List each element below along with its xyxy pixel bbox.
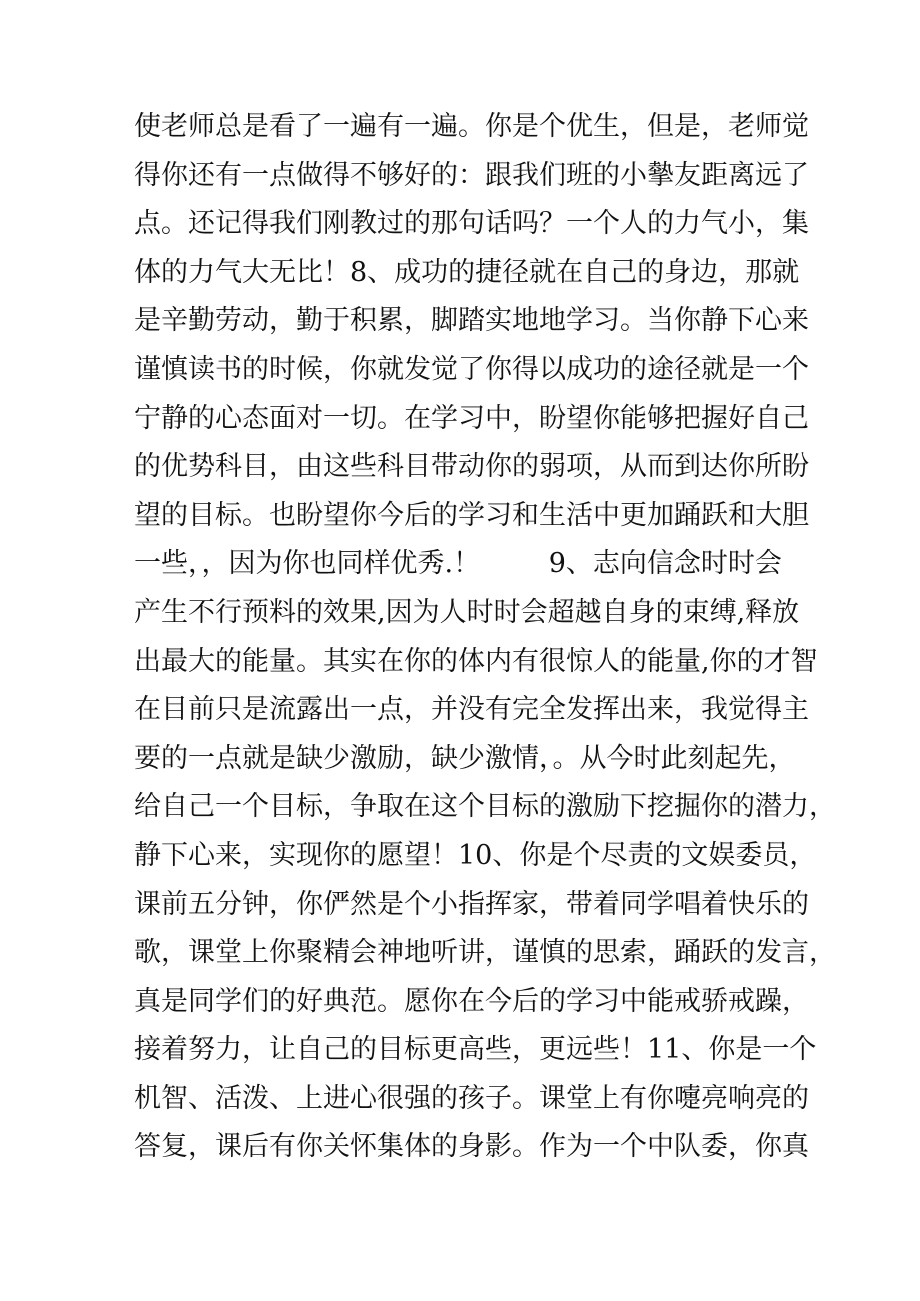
text-line: 答复，课后有你关怀集体的身影。作为一个中队委，你真: [134, 1131, 809, 1163]
text-line: 体的力气大无比！8、成功的捷径就在自己的身边，那就: [134, 256, 800, 288]
text-line: 课前五分钟，你俨然是个小指挥家，带着同学唱着快乐的: [134, 888, 809, 920]
text-line: 一些，，因为你也同样优秀.！ 9、志向信念时时会: [134, 548, 782, 580]
text-line: 机智、活泼、上进心很强的孩子。课堂上有你嚏亮响亮的: [134, 1082, 809, 1114]
text-line: 得你还有一点做得不够好的：跟我们班的小摰友距离远了: [134, 159, 809, 191]
text-line: 真是同学们的好典范。愿你在今后的学习中能戒骄戒躁，: [134, 985, 809, 1017]
text-line: 在目前只是流露出一点，并没有完全发挥出来，我觉得主: [134, 694, 809, 726]
text-line: 使老师总是看了一遍有一遍。你是个优生，但是，老师觉: [134, 111, 809, 142]
text-line: 接着努力，让自己的目标更高些，更远些！11、你是一个: [134, 1034, 817, 1066]
text-line: 谨慎读书的时候，你就发觉了你得以成功的途径就是一个: [134, 353, 809, 385]
text-line: 的优势科目，由这些科目带动你的弱项，从而到达你所盼: [134, 451, 809, 483]
text-line: 望的目标。也盼望你今后的学习和生活中更加踊跃和大胆: [134, 499, 809, 531]
text-line: 给自己一个目标，争取在这个目标的激励下挖掘你的潜力，: [134, 791, 836, 823]
text-line: 点。还记得我们刚教过的那句话吗？一个人的力气小，集: [134, 208, 809, 240]
text-line: 要的一点就是缺少激励，缺少激情，。从今时此刻起先，: [134, 742, 796, 774]
text-line: 歌，课堂上你聚精会神地听讲，谨慎的思索，踊跃的发言，: [134, 937, 836, 969]
text-line: 宁静的心态面对一切。在学习中，盼望你能够把握好自己: [134, 402, 809, 434]
text-line: 产生不行预料的效果,因为人时时会超越自身的束缚,释放: [134, 596, 800, 628]
body-text: [134, 103, 836, 1172]
text-line: 静下心来，实现你的愿望！10、你是个尽责的文娱委员，: [134, 839, 817, 871]
text-line: 是辛勤劳动，勤于积累，脚踏实地地学习。当你静下心来: [134, 305, 809, 337]
text-line: 出最大的能量。其实在你的体内有很惊人的能量,你的才智: [134, 645, 818, 677]
